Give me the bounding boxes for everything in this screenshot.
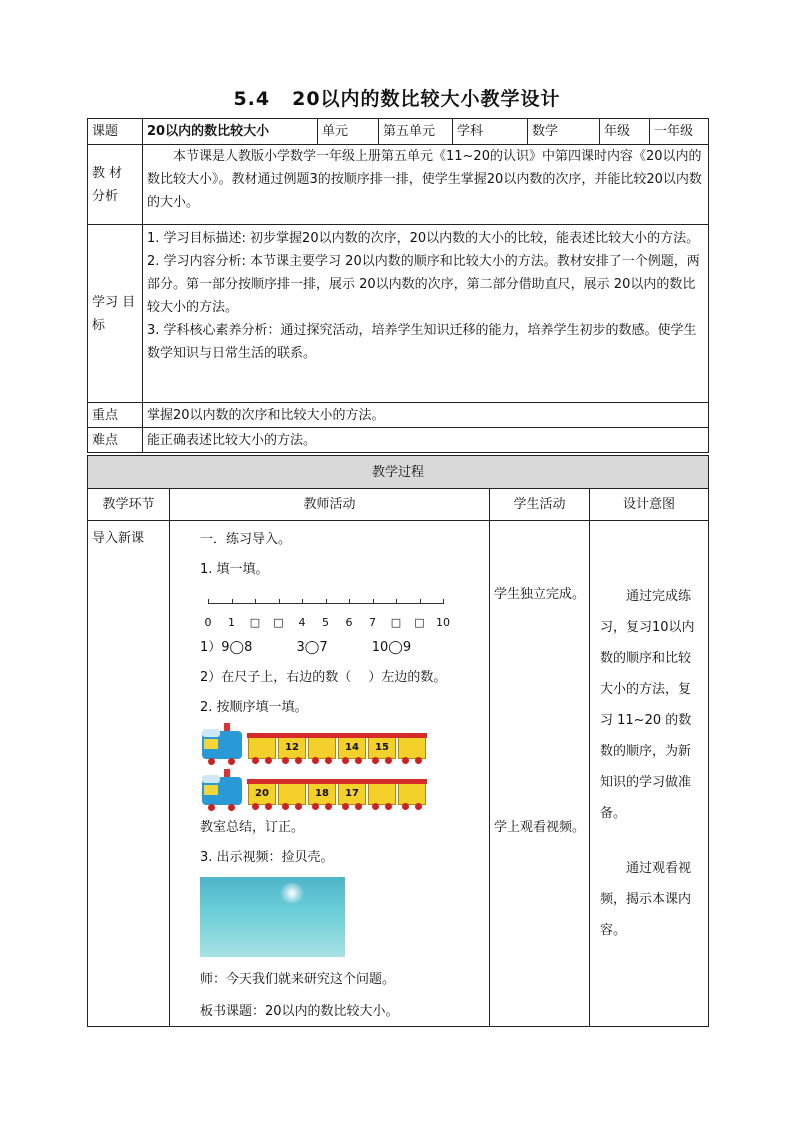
ruler-tick — [255, 599, 256, 604]
ruler-tick — [373, 599, 374, 604]
goal-2: 2. 学习内容分析: 本节课主要学习 20以内数的顺序和比较大小的方法。教材安排了一个例题，两部分。第一部分按顺序排一排，展示 20以内数的次序，第二部分借助直尺，展示 20以内的数比较大小的方法。 — [147, 254, 700, 315]
ruler-tick — [302, 599, 303, 604]
train-car-number: 12 — [285, 742, 299, 753]
key-label: 重点 — [88, 403, 143, 428]
grade-label: 年级 — [600, 119, 650, 145]
train-car — [338, 737, 366, 759]
goal-3: 3. 学科核心素养分析：通过探究活动，培养学生知识迁移的能力，培养学生初步的数感。使学生数学知识与日常生活的联系。 — [147, 323, 697, 361]
locomotive-icon — [202, 731, 242, 759]
unit-value: 第五单元 — [379, 119, 453, 145]
ruler-tick — [443, 599, 444, 604]
locomotive-icon — [202, 777, 242, 805]
train-car — [248, 737, 276, 759]
subject-value: 数学 — [528, 119, 600, 145]
train-car-number: 14 — [345, 742, 359, 753]
question-3: 3. 出示视频：捡贝壳。 — [200, 850, 334, 865]
intent-2: 通过观看视频，揭示本课内容。 — [600, 861, 692, 938]
goals-label: 学习 目标 — [88, 225, 143, 403]
ruler-label: 10 — [436, 616, 450, 629]
train-car — [278, 737, 306, 759]
ruler-label: 1 — [228, 616, 235, 629]
course-value: 20以内的数比较大小 — [143, 119, 318, 145]
ruler-label: □ — [249, 616, 261, 629]
ruler-tick — [349, 599, 350, 604]
grade-value: 一年级 — [650, 119, 709, 145]
process-table — [87, 455, 709, 1027]
compare-3: 10◯9 — [371, 640, 412, 655]
train-car — [278, 783, 306, 805]
ruler-label: □ — [273, 616, 284, 629]
key-text: 掌握20以内数的次序和比较大小的方法。 — [143, 403, 709, 428]
question-2: 2. 按顺序填一填。 — [200, 700, 308, 715]
ruler-tick — [420, 599, 421, 604]
ruler-label: 7 — [369, 616, 376, 629]
page-title — [0, 84, 794, 111]
train-car-number: 17 — [345, 788, 359, 799]
student-1: 学生独立完成。 — [494, 587, 586, 602]
ruler-tick — [279, 599, 280, 604]
summary: 教室总结，订正。 — [200, 820, 305, 835]
video-thumbnail[interactable] — [200, 877, 345, 957]
train-car-number: 20 — [255, 788, 269, 799]
info-table — [87, 118, 709, 453]
teacher-say: 师：今天我们就来研究这个问题。 — [200, 972, 396, 987]
intent-1: 通过完成练习，复习10以内数的顺序和比较大小的方法，复习 11~20 的数数的顺序，为新知识的学习做准备。 — [600, 589, 695, 821]
compare-1: 1）9◯8 — [200, 640, 253, 655]
difficulty-text: 能正确表述比较大小的方法。 — [143, 428, 709, 453]
section-title: 一．练习导入。 — [200, 532, 292, 547]
unit-label: 单元 — [318, 119, 379, 145]
train-car-number: 15 — [375, 742, 389, 753]
col-student: 学生活动 — [490, 489, 590, 521]
board-title: 板书课题：20以内的数比较大小。 — [200, 1004, 399, 1019]
ruler-tick — [326, 599, 327, 604]
ruler-tick — [232, 599, 233, 604]
stage-cell: 导入新课 — [88, 521, 170, 1027]
difficulty-label: 难点 — [88, 428, 143, 453]
course-label: 课题 — [88, 119, 143, 145]
design-intent — [590, 521, 709, 1027]
train-car — [398, 737, 426, 759]
col-teacher: 教师活动 — [170, 489, 490, 521]
subject-label: 学科 — [453, 119, 528, 145]
compare-2: 3◯7 — [296, 640, 328, 655]
train-car — [338, 783, 366, 805]
process-header: 教学过程 — [88, 456, 709, 489]
ruler-tick — [396, 599, 397, 604]
question-1: 1. 填一填。 — [200, 562, 269, 577]
train-car — [368, 783, 396, 805]
col-intent: 设计意图 — [590, 489, 709, 521]
train-car — [308, 783, 336, 805]
analysis-label: 教 材 分析 — [88, 145, 143, 225]
question-1-2: 2）在尺子上，右边的数（ ）左边的数。 — [200, 670, 447, 685]
analysis-text: 本节课是人教版小学数学一年级上册第五单元《11~20的认识》中第四课时内容《20以内的数比较大小》。教材通过例题3的按顺序排一排，使学生掌握20以内数的次序，并能比较20以内数的大小。 — [143, 145, 709, 225]
ruler-label: 5 — [322, 616, 329, 629]
train-car — [368, 737, 396, 759]
teacher-activity — [170, 521, 490, 1027]
col-stage: 教学环节 — [88, 489, 170, 521]
ruler-label: □ — [390, 616, 402, 629]
train-2 — [200, 769, 430, 813]
number-ruler — [200, 591, 450, 631]
train-car — [308, 737, 336, 759]
ruler-label: 4 — [298, 616, 306, 629]
title-number: 5.4 — [233, 88, 271, 110]
title-text: 20以内的数比较大小教学设计 — [292, 88, 561, 110]
compare-row — [200, 635, 489, 661]
ruler-label: 6 — [345, 616, 353, 629]
train-1 — [200, 723, 430, 767]
train-car-number: 18 — [315, 788, 329, 799]
train-car — [248, 783, 276, 805]
student-2: 学上观看视频。 — [494, 820, 586, 835]
ruler-label: 0 — [204, 616, 212, 629]
goal-1: 1. 学习目标描述: 初步掌握20以内数的次序，20以内数的大小的比较，能表述比较大小的方法。 — [147, 231, 700, 246]
student-activity — [490, 521, 590, 1027]
train-car — [398, 783, 426, 805]
ruler-tick — [208, 599, 209, 604]
ruler-label: □ — [414, 616, 425, 629]
